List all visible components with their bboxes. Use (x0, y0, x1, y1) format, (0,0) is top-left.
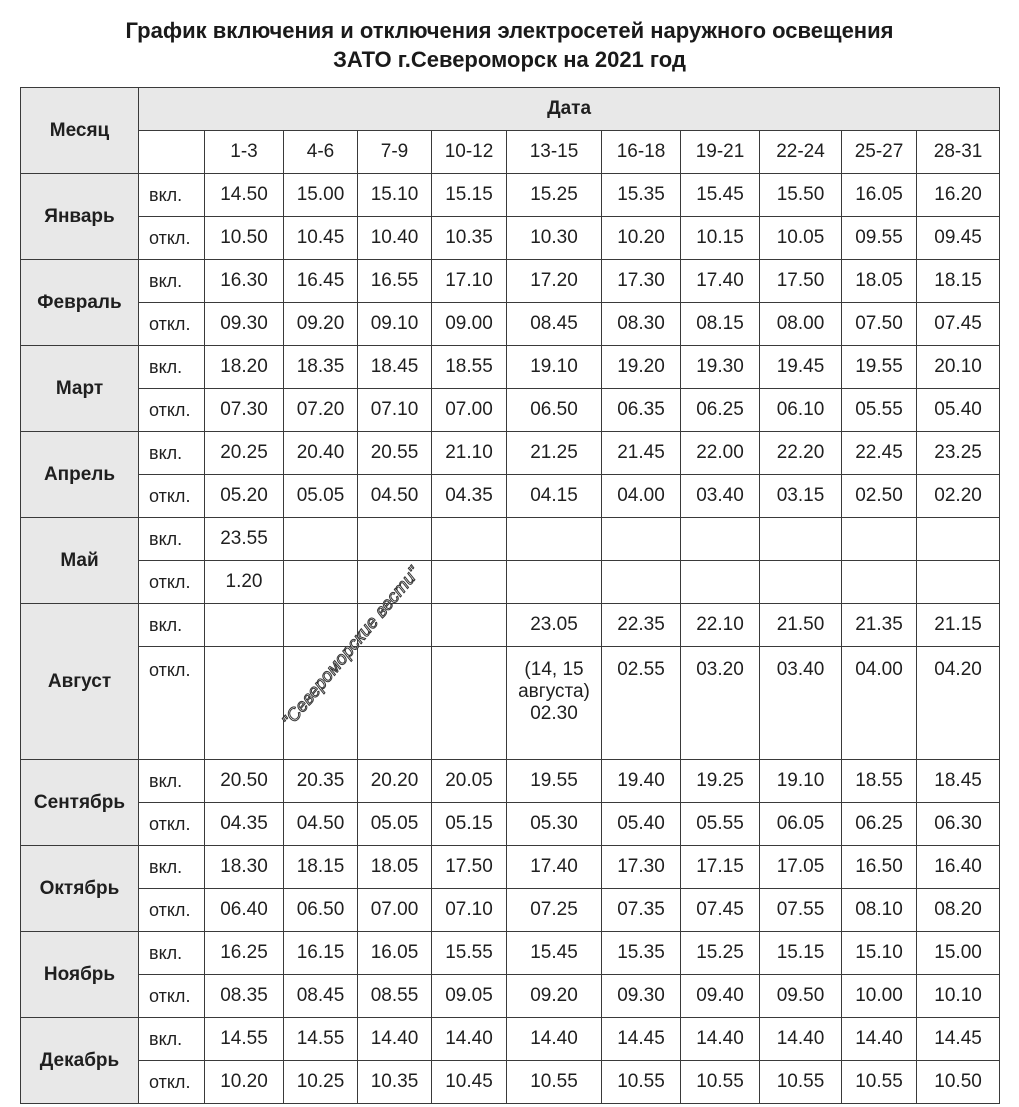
on-time-cell (432, 518, 507, 561)
on-time-cell: 15.10 (842, 932, 917, 975)
off-time-cell: 03.40 (760, 647, 842, 760)
off-time-cell: 08.55 (358, 975, 432, 1018)
on-time-cell: 18.55 (842, 760, 917, 803)
off-time-cell: 10.20 (205, 1061, 284, 1104)
month-header: Месяц (21, 88, 139, 174)
range-header: 1-3 (205, 131, 284, 174)
on-time-cell: 17.50 (760, 260, 842, 303)
on-time-cell: 16.25 (205, 932, 284, 975)
off-time-cell: 05.55 (842, 389, 917, 432)
off-time-cell: 06.05 (760, 803, 842, 846)
range-header-blank (139, 131, 205, 174)
schedule-row (21, 389, 1000, 432)
on-time-cell: 15.15 (760, 932, 842, 975)
on-time-cell: 20.35 (284, 760, 358, 803)
off-time-cell: 02.20 (917, 475, 1000, 518)
off-time-cell: 10.00 (842, 975, 917, 1018)
range-header: 4-6 (284, 131, 358, 174)
on-time-cell: 14.45 (917, 1018, 1000, 1061)
on-time-cell: 14.45 (602, 1018, 681, 1061)
off-time-cell: 10.45 (284, 217, 358, 260)
title-line-2: ЗАТО г.Североморск на 2021 год (333, 47, 686, 72)
schedule-row (21, 1061, 1000, 1104)
off-time-cell (507, 561, 602, 604)
on-time-cell (917, 518, 1000, 561)
on-time-cell (681, 518, 760, 561)
on-time-cell: 23.05 (507, 604, 602, 647)
on-time-cell: 20.50 (205, 760, 284, 803)
on-time-cell: 19.30 (681, 346, 760, 389)
month-name: Август (21, 604, 139, 760)
off-time-cell: 08.30 (602, 303, 681, 346)
schedule-row (21, 647, 1000, 760)
off-time-cell: 10.35 (358, 1061, 432, 1104)
off-time-cell: 07.35 (602, 889, 681, 932)
off-time-cell: 07.00 (432, 389, 507, 432)
on-time-cell: 21.15 (917, 604, 1000, 647)
range-header: 13-15 (507, 131, 602, 174)
off-time-cell: 08.45 (284, 975, 358, 1018)
on-time-cell: 14.40 (507, 1018, 602, 1061)
on-time-cell: 23.55 (205, 518, 284, 561)
on-time-cell: 15.45 (507, 932, 602, 975)
off-time-cell: 07.45 (681, 889, 760, 932)
off-time-cell: 05.05 (358, 803, 432, 846)
on-time-cell: 19.55 (507, 760, 602, 803)
on-time-cell: 17.30 (602, 260, 681, 303)
schedule-row (21, 217, 1000, 260)
off-time-cell: 1.20 (205, 561, 284, 604)
off-label: откл. (139, 217, 205, 260)
off-time-cell: 05.05 (284, 475, 358, 518)
on-time-cell: 20.10 (917, 346, 1000, 389)
on-time-cell: 16.50 (842, 846, 917, 889)
off-time-cell (842, 561, 917, 604)
off-time-cell: 05.40 (917, 389, 1000, 432)
on-time-cell: 18.55 (432, 346, 507, 389)
on-time-cell: 15.55 (432, 932, 507, 975)
on-time-cell: 20.25 (205, 432, 284, 475)
document-title (0, 16, 1019, 74)
on-time-cell: 16.05 (842, 174, 917, 217)
on-label: вкл. (139, 604, 205, 647)
off-time-cell (602, 561, 681, 604)
off-time-cell: 10.40 (358, 217, 432, 260)
schedule-row (21, 760, 1000, 803)
on-time-cell: 16.05 (358, 932, 432, 975)
off-time-cell: 08.00 (760, 303, 842, 346)
on-time-cell: 14.40 (760, 1018, 842, 1061)
on-time-cell: 17.20 (507, 260, 602, 303)
on-time-cell: 19.10 (760, 760, 842, 803)
off-time-cell: 07.30 (205, 389, 284, 432)
off-time-cell: 04.15 (507, 475, 602, 518)
off-time-cell: 09.50 (760, 975, 842, 1018)
month-name: Апрель (21, 432, 139, 518)
on-time-cell: 18.15 (917, 260, 1000, 303)
on-label: вкл. (139, 760, 205, 803)
on-time-cell: 14.40 (358, 1018, 432, 1061)
schedule-row (21, 604, 1000, 647)
off-time-cell: 10.45 (432, 1061, 507, 1104)
on-time-cell: 18.20 (205, 346, 284, 389)
on-time-cell: 15.50 (760, 174, 842, 217)
off-time-cell: 06.50 (284, 889, 358, 932)
on-time-cell: 21.50 (760, 604, 842, 647)
off-time-cell (284, 561, 358, 604)
off-time-cell: 04.50 (284, 803, 358, 846)
off-time-cell: 09.55 (842, 217, 917, 260)
off-time-cell: 05.20 (205, 475, 284, 518)
off-label: откл. (139, 389, 205, 432)
off-time-cell (681, 561, 760, 604)
on-time-cell: 14.50 (205, 174, 284, 217)
on-time-cell (358, 518, 432, 561)
off-time-cell: 07.55 (760, 889, 842, 932)
on-time-cell: 17.40 (681, 260, 760, 303)
schedule-row (21, 346, 1000, 389)
off-time-cell: 07.10 (432, 889, 507, 932)
on-time-cell: 15.00 (284, 174, 358, 217)
on-label: вкл. (139, 518, 205, 561)
off-time-cell: 03.15 (760, 475, 842, 518)
on-time-cell: 17.10 (432, 260, 507, 303)
on-time-cell: 16.55 (358, 260, 432, 303)
on-label: вкл. (139, 174, 205, 217)
off-label: откл. (139, 303, 205, 346)
range-header: 19-21 (681, 131, 760, 174)
on-time-cell: 20.20 (358, 760, 432, 803)
off-time-cell: 07.45 (917, 303, 1000, 346)
off-label: откл. (139, 475, 205, 518)
on-time-cell: 15.15 (432, 174, 507, 217)
off-time-cell: 07.10 (358, 389, 432, 432)
on-time-cell: 18.05 (842, 260, 917, 303)
on-time-cell: 14.40 (842, 1018, 917, 1061)
off-label: откл. (139, 561, 205, 604)
off-time-cell: 08.10 (842, 889, 917, 932)
on-time-cell: 14.40 (681, 1018, 760, 1061)
range-header: 22-24 (760, 131, 842, 174)
on-time-cell: 21.35 (842, 604, 917, 647)
on-time-cell: 18.30 (205, 846, 284, 889)
off-time-cell (432, 561, 507, 604)
off-time-cell: 10.20 (602, 217, 681, 260)
on-time-cell: 15.25 (507, 174, 602, 217)
month-name: Октябрь (21, 846, 139, 932)
off-time-cell: 06.35 (602, 389, 681, 432)
off-time-cell: 09.10 (358, 303, 432, 346)
on-time-cell: 16.45 (284, 260, 358, 303)
off-time-cell: 07.20 (284, 389, 358, 432)
schedule-row (21, 932, 1000, 975)
on-time-cell: 18.05 (358, 846, 432, 889)
on-time-cell: 16.15 (284, 932, 358, 975)
off-time-cell: 02.55 (602, 647, 681, 760)
on-label: вкл. (139, 1018, 205, 1061)
schedule-row (21, 260, 1000, 303)
off-time-cell: 06.10 (760, 389, 842, 432)
on-time-cell: 15.25 (681, 932, 760, 975)
month-name: Январь (21, 174, 139, 260)
off-time-cell: 02.50 (842, 475, 917, 518)
on-time-cell: 20.40 (284, 432, 358, 475)
off-time-cell: 06.30 (917, 803, 1000, 846)
off-time-cell: 10.05 (760, 217, 842, 260)
on-time-cell: 15.00 (917, 932, 1000, 975)
on-label: вкл. (139, 432, 205, 475)
off-time-cell: 06.40 (205, 889, 284, 932)
on-time-cell: 14.40 (432, 1018, 507, 1061)
range-header: 10-12 (432, 131, 507, 174)
on-time-cell: 17.05 (760, 846, 842, 889)
off-time-cell: 05.40 (602, 803, 681, 846)
on-time-cell: 22.45 (842, 432, 917, 475)
off-time-cell: 08.35 (205, 975, 284, 1018)
on-time-cell: 19.55 (842, 346, 917, 389)
off-time-cell: 10.55 (842, 1061, 917, 1104)
watermark-text: "Североморские вести" (278, 562, 424, 731)
off-time-cell: 09.00 (432, 303, 507, 346)
month-name: Ноябрь (21, 932, 139, 1018)
on-time-cell: 16.20 (917, 174, 1000, 217)
schedule-row (21, 889, 1000, 932)
on-time-cell: 22.10 (681, 604, 760, 647)
on-time-cell: 17.50 (432, 846, 507, 889)
off-time-cell: 04.00 (602, 475, 681, 518)
off-time-cell: 08.15 (681, 303, 760, 346)
on-label: вкл. (139, 846, 205, 889)
range-header: 28-31 (917, 131, 1000, 174)
off-time-cell: 07.50 (842, 303, 917, 346)
on-time-cell: 18.45 (358, 346, 432, 389)
on-time-cell: 19.10 (507, 346, 602, 389)
schedule-row (21, 1018, 1000, 1061)
off-time-cell: 09.40 (681, 975, 760, 1018)
off-time-cell: 10.55 (760, 1061, 842, 1104)
on-time-cell (507, 518, 602, 561)
on-time-cell (205, 604, 284, 647)
off-time-cell: 04.50 (358, 475, 432, 518)
on-time-cell: 18.35 (284, 346, 358, 389)
off-time-cell: 04.20 (917, 647, 1000, 760)
off-time-cell: 05.30 (507, 803, 602, 846)
schedule-row (21, 303, 1000, 346)
off-label: откл. (139, 975, 205, 1018)
date-header: Дата (139, 88, 1000, 131)
off-time-cell: 05.55 (681, 803, 760, 846)
off-time-cell: 10.25 (284, 1061, 358, 1104)
range-header: 16-18 (602, 131, 681, 174)
off-time-cell: 10.55 (681, 1061, 760, 1104)
title-line-1: График включения и отключения электросетей наружного освещения (125, 18, 894, 43)
off-label: откл. (139, 889, 205, 932)
off-time-cell: 06.25 (681, 389, 760, 432)
on-time-cell (760, 518, 842, 561)
off-time-cell: 04.00 (842, 647, 917, 760)
off-time-cell: 09.20 (284, 303, 358, 346)
on-time-cell (842, 518, 917, 561)
on-time-cell: 20.05 (432, 760, 507, 803)
on-time-cell: 16.30 (205, 260, 284, 303)
off-time-cell: 09.20 (507, 975, 602, 1018)
off-time-cell (358, 647, 432, 760)
month-name: Май (21, 518, 139, 604)
off-time-cell: 10.15 (681, 217, 760, 260)
on-time-cell: 21.10 (432, 432, 507, 475)
off-time-cell: 04.35 (432, 475, 507, 518)
off-time-cell: 08.45 (507, 303, 602, 346)
on-time-cell: 15.10 (358, 174, 432, 217)
off-time-cell: 10.30 (507, 217, 602, 260)
off-time-cell: 05.15 (432, 803, 507, 846)
off-time-cell: 09.30 (602, 975, 681, 1018)
on-time-cell: 17.30 (602, 846, 681, 889)
on-time-cell: 15.35 (602, 174, 681, 217)
on-time-cell: 17.40 (507, 846, 602, 889)
schedule-row (21, 803, 1000, 846)
off-time-cell: 07.00 (358, 889, 432, 932)
off-time-cell: 06.50 (507, 389, 602, 432)
on-time-cell: 21.45 (602, 432, 681, 475)
on-time-cell: 15.45 (681, 174, 760, 217)
on-label: вкл. (139, 346, 205, 389)
on-time-cell: 15.35 (602, 932, 681, 975)
schedule-row (21, 975, 1000, 1018)
off-label: откл. (139, 803, 205, 846)
on-time-cell: 18.45 (917, 760, 1000, 803)
range-header: 25-27 (842, 131, 917, 174)
on-time-cell: 19.40 (602, 760, 681, 803)
off-time-cell: (14, 15 августа) 02.30 (507, 647, 602, 760)
on-time-cell (432, 604, 507, 647)
on-time-cell (284, 518, 358, 561)
off-time-cell: 09.05 (432, 975, 507, 1018)
schedule-row (21, 432, 1000, 475)
schedule-row (21, 846, 1000, 889)
month-name: Сентябрь (21, 760, 139, 846)
off-time-cell: 10.50 (917, 1061, 1000, 1104)
off-time-cell: 10.50 (205, 217, 284, 260)
lighting-schedule-table (20, 87, 1000, 1104)
off-time-cell: 08.20 (917, 889, 1000, 932)
off-time-cell: 10.35 (432, 217, 507, 260)
schedule-row (21, 561, 1000, 604)
off-label: откл. (139, 1061, 205, 1104)
off-time-cell (917, 561, 1000, 604)
month-name: Февраль (21, 260, 139, 346)
on-time-cell: 19.20 (602, 346, 681, 389)
off-time-cell: 07.25 (507, 889, 602, 932)
on-time-cell: 22.35 (602, 604, 681, 647)
off-time-cell: 10.55 (602, 1061, 681, 1104)
off-time-cell: 10.10 (917, 975, 1000, 1018)
on-time-cell: 14.55 (205, 1018, 284, 1061)
off-time-cell: 09.30 (205, 303, 284, 346)
on-label: вкл. (139, 260, 205, 303)
month-name: Март (21, 346, 139, 432)
on-time-cell: 21.25 (507, 432, 602, 475)
on-time-cell: 23.25 (917, 432, 1000, 475)
off-time-cell: 09.45 (917, 217, 1000, 260)
off-time-cell: 03.20 (681, 647, 760, 760)
on-time-cell: 17.15 (681, 846, 760, 889)
on-time-cell: 20.55 (358, 432, 432, 475)
schedule-row (21, 475, 1000, 518)
off-time-cell: 06.25 (842, 803, 917, 846)
range-header: 7-9 (358, 131, 432, 174)
off-time-cell (205, 647, 284, 760)
on-time-cell: 18.15 (284, 846, 358, 889)
schedule-row (21, 174, 1000, 217)
on-time-cell: 22.20 (760, 432, 842, 475)
on-time-cell: 16.40 (917, 846, 1000, 889)
on-label: вкл. (139, 932, 205, 975)
off-label: откл. (139, 647, 205, 760)
off-time-cell: 04.35 (205, 803, 284, 846)
off-time-cell (760, 561, 842, 604)
on-time-cell: 22.00 (681, 432, 760, 475)
on-time-cell: 19.45 (760, 346, 842, 389)
schedule-row (21, 518, 1000, 561)
off-time-cell (432, 647, 507, 760)
on-time-cell: 19.25 (681, 760, 760, 803)
month-name: Декабрь (21, 1018, 139, 1104)
off-time-cell: 03.40 (681, 475, 760, 518)
on-time-cell: 14.55 (284, 1018, 358, 1061)
on-time-cell (602, 518, 681, 561)
off-time-cell: 10.55 (507, 1061, 602, 1104)
